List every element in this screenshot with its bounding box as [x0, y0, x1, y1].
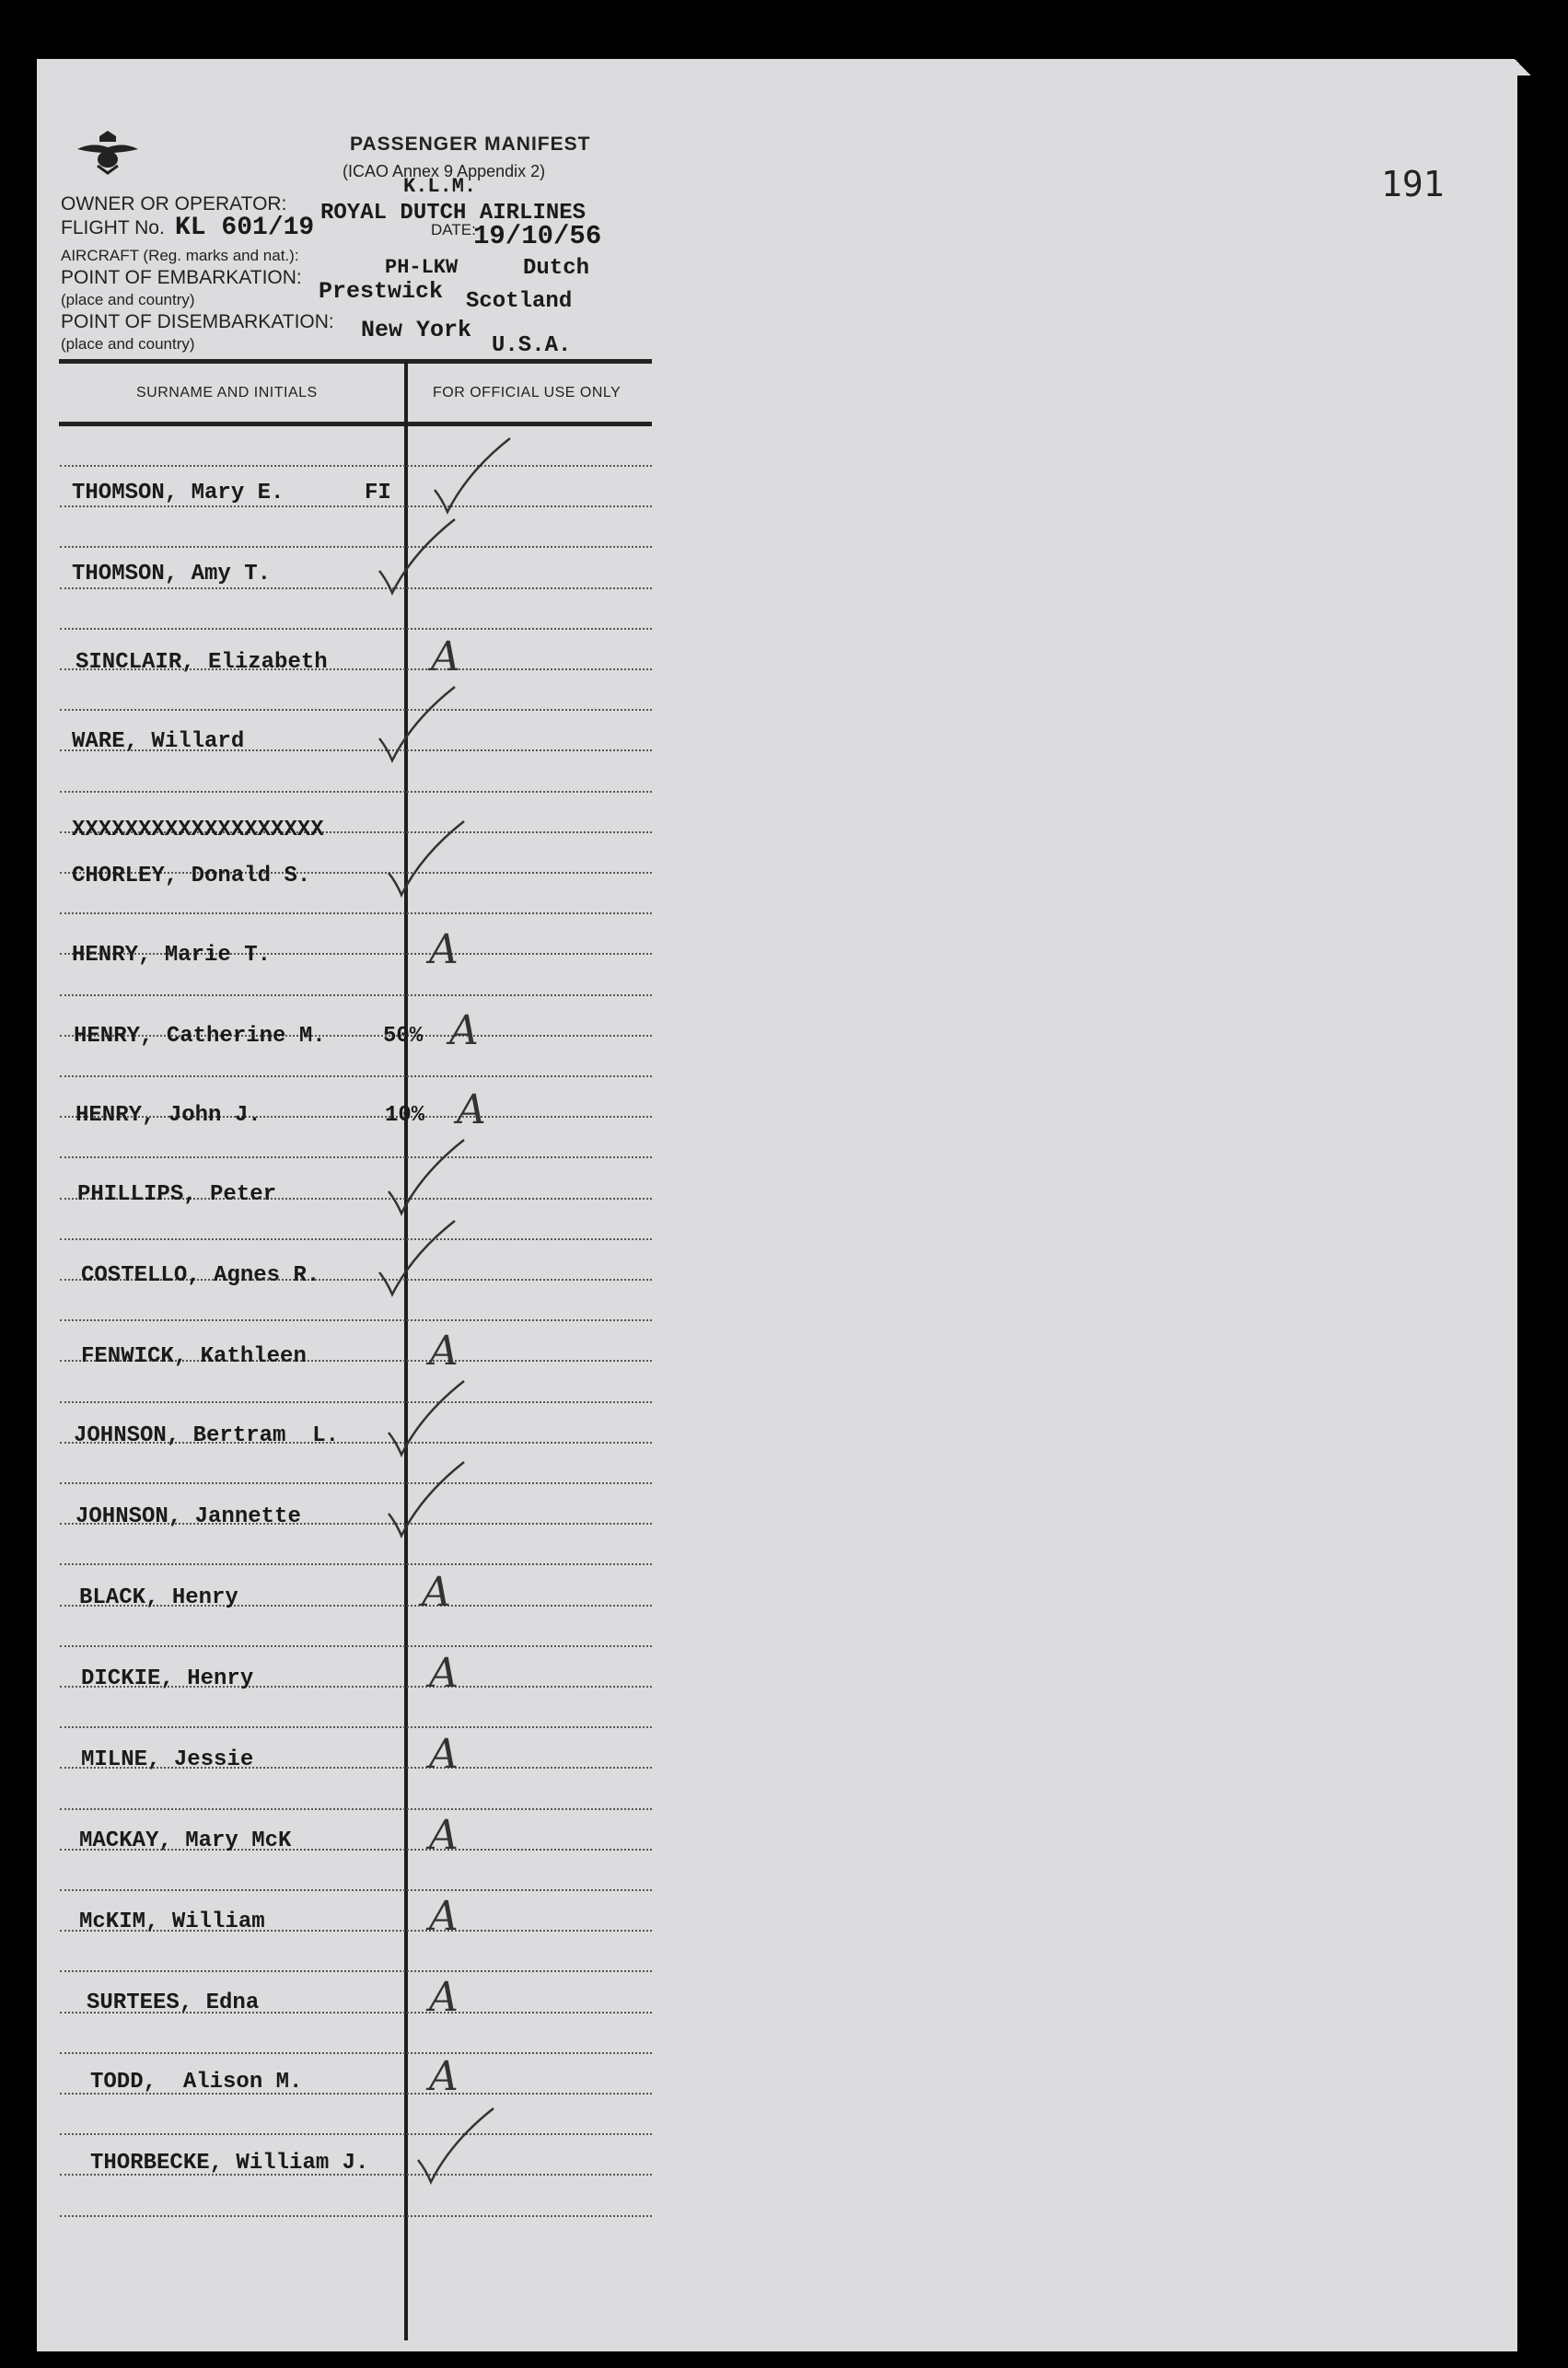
passenger-name: JOHNSON, Bertram L. [74, 1423, 340, 1448]
row-dotted-line [60, 1808, 652, 1810]
passenger-name: WARE, Willard [72, 729, 245, 754]
row-dotted-line [60, 1645, 652, 1647]
manifest-title: PASSENGER MANIFEST [350, 133, 591, 155]
check-mark-icon [376, 1217, 459, 1300]
passenger-name: THOMSON, Amy T. [72, 562, 272, 586]
passenger-name: CHORLEY, Donald S. [72, 864, 311, 888]
passenger-row [74, 1423, 663, 1460]
check-mark-icon [376, 683, 459, 766]
passenger-name: HENRY, John J. [75, 1103, 261, 1128]
disembarkation-country: U.S.A. [492, 333, 572, 358]
passenger-name: COSTELLO, Agnes R. [81, 1263, 320, 1288]
aircraft-nationality: Dutch [523, 256, 590, 281]
check-mark-icon [385, 1377, 468, 1460]
owner-label: OWNER OR OPERATOR: [61, 193, 287, 215]
row-dotted-line [60, 1889, 652, 1891]
annotation-mark: A [422, 1569, 451, 1616]
passenger-row [90, 2151, 679, 2188]
row-dotted-line [60, 709, 652, 711]
annotation-mark: A [429, 1731, 459, 1778]
row-dotted-line [60, 912, 652, 914]
passenger-name: McKIM, William [79, 1909, 265, 1934]
passenger-row [74, 1007, 663, 1061]
check-mark-icon [385, 1458, 468, 1541]
annotation-mark: A [429, 926, 459, 973]
passenger-row [72, 562, 661, 598]
check-mark-icon [376, 516, 459, 598]
row-dotted-line [60, 2052, 652, 2054]
disembarkation-place: New York [361, 317, 472, 343]
row-dotted-line [60, 1563, 652, 1565]
page-corner [1515, 59, 1531, 75]
check-mark-icon [414, 2105, 497, 2188]
row-dotted-line [60, 628, 652, 630]
embarkation-place: Prestwick [319, 278, 444, 305]
passenger-name: PHILLIPS, Peter [77, 1182, 277, 1207]
passenger-row [75, 633, 665, 687]
passenger-name: BLACK, Henry [79, 1585, 238, 1610]
row-dotted-line [60, 1726, 652, 1728]
aircraft-value: PH-LKW [385, 256, 459, 279]
passenger-row [72, 926, 661, 980]
row-dotted-line [60, 1238, 652, 1240]
row-dotted-line [60, 1970, 652, 1972]
passenger-name: SINCLAIR, Elizabeth [75, 650, 328, 675]
annotation-mark: A [429, 1974, 459, 2021]
annotation-mark: A [429, 1328, 459, 1375]
row-dotted-line [60, 2215, 652, 2217]
flight-label: FLIGHT No. [61, 217, 165, 238]
row-dotted-line [60, 1482, 652, 1484]
page-number: 191 [1381, 164, 1445, 204]
owner-value: ROYAL DUTCH AIRLINES [320, 201, 587, 226]
passenger-row [72, 729, 661, 766]
passenger-name: DICKIE, Henry [81, 1666, 254, 1691]
passenger-row [72, 864, 661, 900]
column-header-rule [59, 422, 652, 426]
check-mark-icon [385, 818, 468, 900]
disembarkation-label: POINT OF DISEMBARKATION: [61, 311, 334, 332]
passenger-row [77, 1182, 667, 1219]
passenger-name: HENRY, Marie T. [72, 943, 272, 968]
airline-logo-icon [75, 129, 140, 175]
flight-value: KL 601/19 [175, 214, 315, 242]
passenger-row [79, 1569, 668, 1622]
header-rule [59, 359, 652, 364]
passenger-row [87, 1974, 676, 2027]
passenger-row [75, 1504, 665, 1541]
passenger-row [79, 1812, 668, 1865]
passenger-row [81, 1328, 670, 1381]
passenger-row [81, 1731, 670, 1784]
row-dotted-line [60, 1401, 652, 1403]
row-dotted-line [60, 994, 652, 996]
passenger-row [81, 1263, 670, 1300]
passenger-row [79, 1893, 668, 1946]
aircraft-label: AIRCRAFT (Reg. marks and nat.): [61, 247, 299, 264]
passenger-row [75, 1086, 665, 1140]
passenger-name: THOMSON, Mary E. [72, 481, 285, 505]
row-dotted-line [60, 546, 652, 548]
row-dotted-line [60, 1319, 652, 1321]
passenger-name: THORBECKE, William J. [90, 2151, 369, 2176]
row-dotted-line [60, 791, 652, 793]
passenger-note: FI [365, 481, 391, 505]
date-value: 19/10/56 [473, 221, 602, 251]
passenger-note: 50% [383, 1024, 424, 1049]
check-mark-icon [385, 1136, 468, 1219]
struck-out-entry: XXXXXXXXXXXXXXXXXXX [72, 818, 324, 842]
date-label: DATE: [431, 221, 476, 238]
passenger-name: MACKAY, Mary McK [79, 1828, 292, 1853]
annotation-mark: A [429, 1893, 459, 1940]
annotation-mark: A [429, 1812, 459, 1859]
passenger-name: JOHNSON, Jannette [75, 1504, 301, 1529]
passenger-row [81, 1650, 670, 1703]
row-dotted-line [60, 465, 652, 467]
owner-value-top: K.L.M. [403, 175, 477, 198]
passenger-name: MILNE, Jessie [81, 1747, 254, 1772]
column-header-surname: SURNAME AND INITIALS [136, 385, 318, 400]
annotation-mark: A [429, 2053, 459, 2100]
passenger-row [90, 2053, 679, 2107]
check-mark-icon [431, 435, 514, 517]
row-dotted-line [60, 1075, 652, 1077]
passenger-row [72, 481, 661, 517]
passenger-name: FENWICK, Kathleen [81, 1344, 307, 1369]
annotation-mark: A [457, 1086, 486, 1133]
embarkation-sub: (place and country) [61, 291, 195, 308]
annotation-mark: A [429, 1650, 459, 1697]
passenger-name: TODD, Alison M. [90, 2070, 303, 2095]
row-dotted-line [60, 2133, 652, 2135]
annotation-mark: A [449, 1007, 479, 1054]
embarkation-label: POINT OF EMBARKATION: [61, 267, 302, 288]
embarkation-country: Scotland [466, 289, 573, 314]
row-dotted-line [60, 1156, 652, 1158]
passenger-name: SURTEES, Edna [87, 1991, 260, 2015]
annotation-mark: A [431, 633, 460, 680]
column-header-official: FOR OFFICIAL USE ONLY [433, 385, 621, 400]
passenger-note: 10% [385, 1103, 425, 1128]
passenger-name: HENRY, Catherine M. [74, 1024, 326, 1049]
manifest-subtitle: (ICAO Annex 9 Appendix 2) [343, 162, 546, 180]
disembarkation-sub: (place and country) [61, 335, 195, 353]
